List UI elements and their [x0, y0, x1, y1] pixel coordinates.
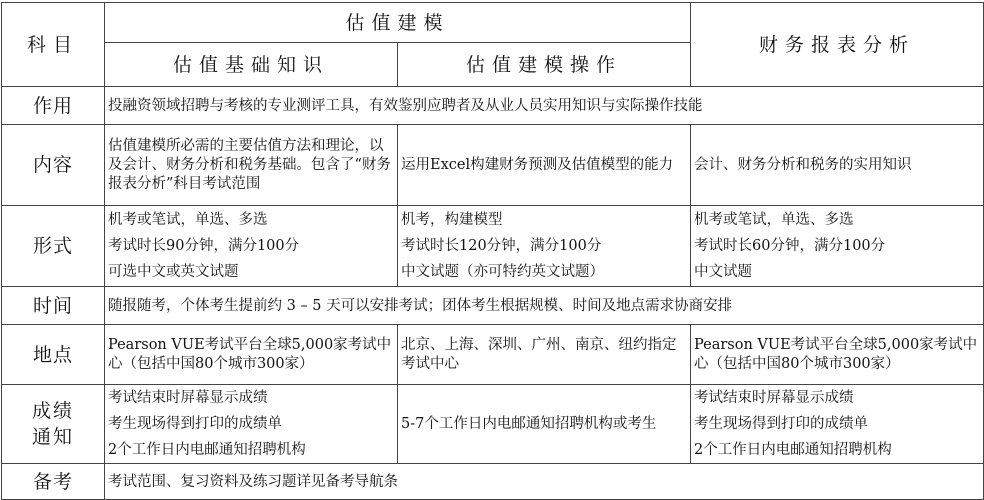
format-operation-line: 机考，构建模型: [401, 212, 503, 228]
header-row-top: [2, 3, 984, 43]
format-operation-line: 中文试题（亦可特约英文试题）: [401, 264, 604, 280]
format-basics-line: 考试时长90分钟，满分100分: [108, 238, 300, 254]
score-basics-line: 考生现场得到打印的成绩单: [108, 416, 282, 432]
score-cell-basics: [105, 385, 398, 464]
prep-text: 考试范围、复习资料及练习题详见备考导航条: [105, 464, 984, 500]
valuation-modeling-group-header: 估值建模: [105, 3, 691, 43]
prep-row: [2, 464, 984, 500]
content-cell-basics: 估值建模所必需的主要估值方法和理论，以及会计、财务分析和税务基础。包含了“财务报表分析”科目考试范围: [105, 125, 398, 206]
place-row: [2, 325, 984, 385]
role-label: 作用: [2, 87, 105, 125]
place-label: 地点: [2, 325, 105, 385]
content-row: [2, 125, 984, 206]
format-operation-line: 考试时长120分钟，满分100分: [401, 238, 602, 254]
valuation-basics-header: 估值基础知识: [105, 43, 398, 87]
financial-statement-analysis-header: 财务报表分析: [691, 3, 984, 87]
exam-comparison-table: [1, 2, 984, 500]
format-cell-basics: [105, 206, 398, 287]
format-cell-operation: [398, 206, 691, 287]
time-label: 时间: [2, 287, 105, 325]
score-financial-line: 2个工作日内电邮通知招聘机构: [694, 442, 892, 458]
score-label: [2, 385, 105, 464]
score-cell-operation: 5-7个工作日内电邮通知招聘机构或考生: [398, 385, 691, 464]
time-text: 随报随考，个体考生提前约 3 – 5 天可以安排考试；团体考生根据规模、时间及地点需求协商安排: [105, 287, 984, 325]
format-financial-line: 考试时长60分钟，满分100分: [694, 238, 886, 254]
place-cell-financial: Pearson VUE考试平台全球5,000家考试中心（包括中国80个城市300家）: [691, 325, 984, 385]
score-label-line: 通知: [31, 426, 74, 448]
content-cell-operation: 运用Excel构建财务预测及估值模型的能力: [398, 125, 691, 206]
score-basics-line: 考试结束时屏幕显示成绩: [108, 390, 268, 406]
score-financial-line: 考生现场得到打印的成绩单: [694, 416, 869, 432]
score-label-line: 成绩: [31, 400, 74, 422]
score-row: [2, 385, 984, 464]
time-row: [2, 287, 984, 325]
format-financial-line: 中文试题: [694, 264, 753, 280]
format-cell-financial: [691, 206, 984, 287]
format-label: 形式: [2, 206, 105, 287]
format-basics-line: 机考或笔试，单选、多选: [108, 212, 268, 228]
role-text: 投融资领域招聘与考核的专业测评工具，有效鉴别应聘者及从业人员实用知识与实际操作技能: [105, 87, 984, 125]
subject-header-cell: 科目: [2, 3, 105, 87]
format-row: [2, 206, 984, 287]
score-cell-financial: [691, 385, 984, 464]
score-financial-line: 考试结束时屏幕显示成绩: [694, 390, 854, 406]
role-row: [2, 87, 984, 125]
content-cell-financial: 会计、财务分析和税务的实用知识: [691, 125, 984, 206]
content-label: 内容: [2, 125, 105, 206]
format-basics-line: 可选中文或英文试题: [108, 264, 239, 280]
format-financial-line: 机考或笔试，单选、多选: [694, 212, 854, 228]
valuation-modeling-operation-header: 估值建模操作: [398, 43, 691, 87]
score-basics-line: 2个工作日内电邮通知招聘机构: [108, 442, 306, 458]
prep-label: 备考: [2, 464, 105, 500]
place-cell-basics: Pearson VUE考试平台全球5,000家考试中心（包括中国80个城市300家）: [105, 325, 398, 385]
place-cell-operation: 北京、上海、深圳、广州、南京、纽约指定考试中心: [398, 325, 691, 385]
